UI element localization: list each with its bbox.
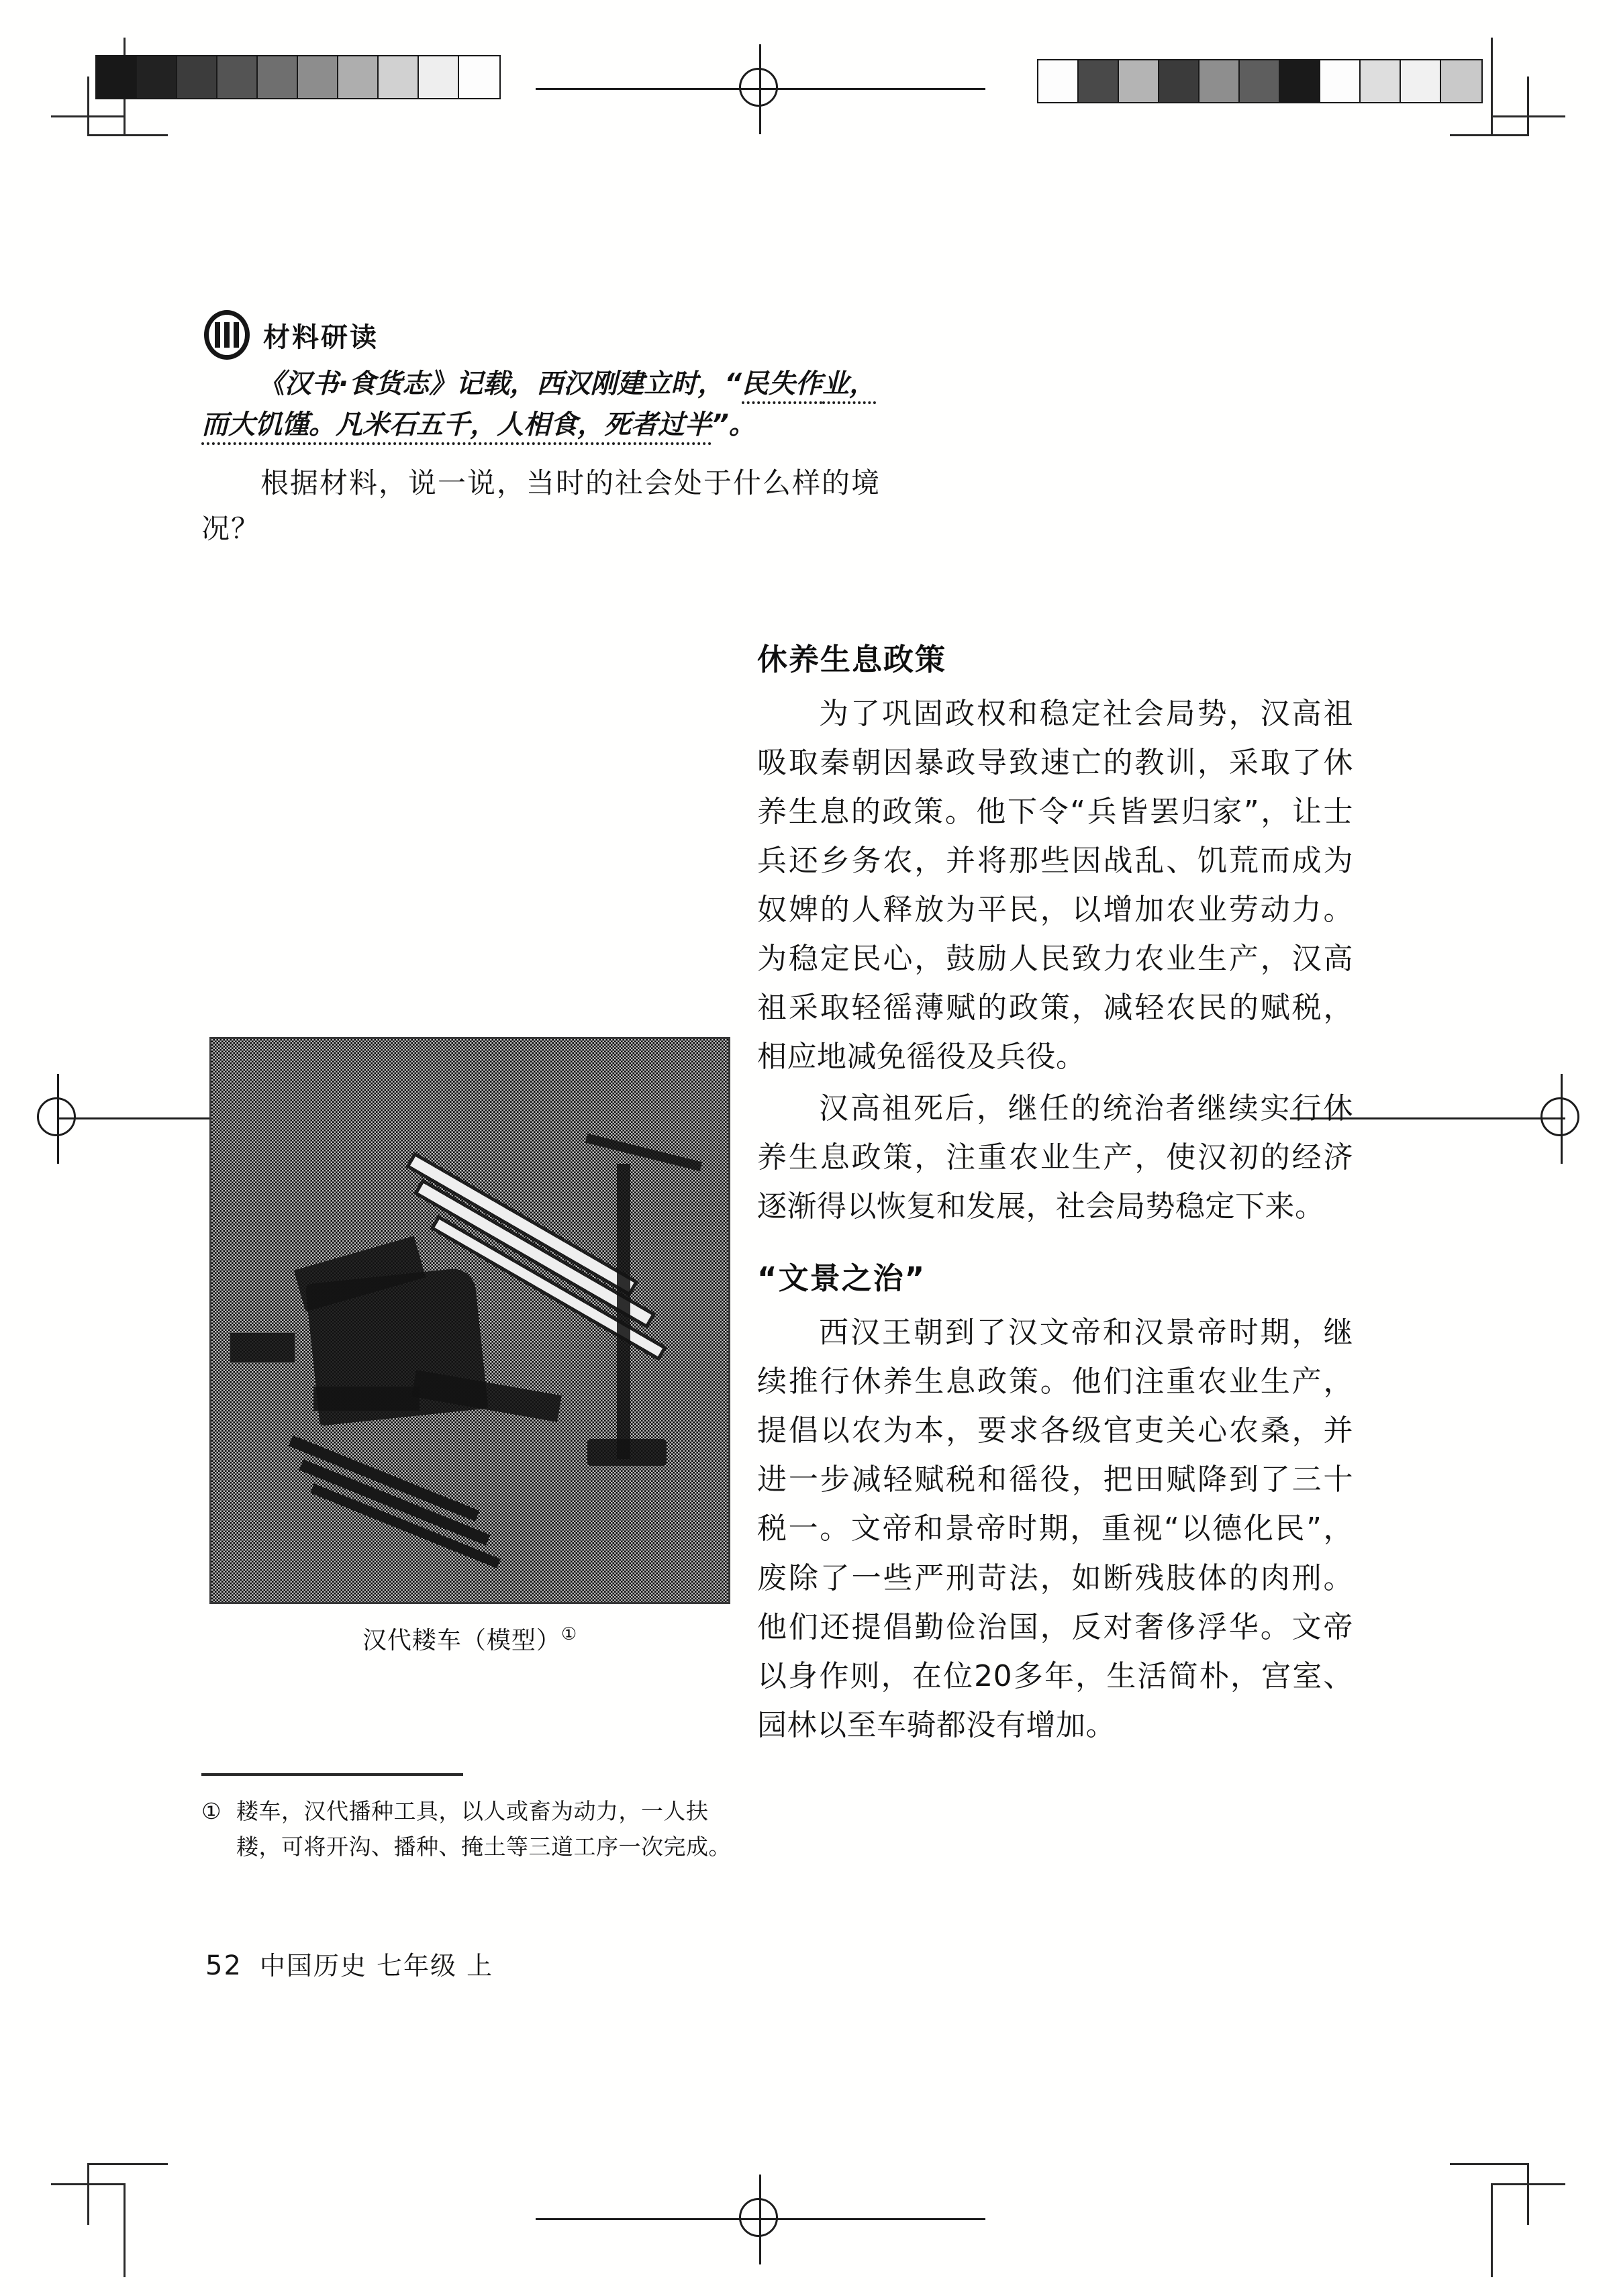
footnote-marker: ① xyxy=(201,1798,222,1824)
footnote-block xyxy=(201,1773,732,1865)
material-study-question: 根据材料，说一说，当时的社会处于什么样的境况？ xyxy=(201,466,881,545)
paragraph-3: 西汉王朝到了汉文帝和汉景帝时期，继续推行休养生息政策。他们注重农业生产，提倡以农为本，要求各级官吏关心农桑，并进一步减轻赋税和徭役，把田赋降到了三十税一。文帝和景帝时期，重视“以德化民”，废除了一些严刑苛法，如断残肢体的肉刑。他们还提倡勤俭治国，反对奢侈浮华。文帝以身作则，在位20多年，生活简朴，宫室、园林以至车骑都没有增加。 xyxy=(757,1315,1353,1742)
material-study-header xyxy=(201,310,899,360)
section-heading-xiuyangshengxi: 休养生息政策 xyxy=(757,642,947,677)
quote-lead-text: 《汉书·食货志》记载，西汉刚建立时， xyxy=(258,368,725,399)
figure-caption xyxy=(209,1621,730,1656)
page-footer xyxy=(205,1945,493,1982)
quote-emphasis-part-2: 业，而大饥馑。凡米石五千，人相食，死者过半 xyxy=(201,368,876,445)
footnote-entry xyxy=(201,1793,732,1865)
bamboo-slips-icon xyxy=(201,309,252,361)
paragraph-2: 汉高祖死后，继任的统治者继续实行休养生息政策，注重农业生产，使汉初的经济逐渐得以恢复和发展，社会局势稳定下来。 xyxy=(757,1091,1353,1224)
page-number: 52 xyxy=(205,1950,242,1981)
section-heading-wenjingzhizhi: “文景之治” xyxy=(757,1260,926,1297)
figure-caption-text: 汉代耧车（模型） xyxy=(362,1627,561,1654)
material-study-title: 材料研读 xyxy=(263,321,379,353)
footnote-divider xyxy=(201,1773,463,1776)
paragraph-1: 为了巩固政权和稳定社会局势，汉高祖吸取秦朝因暴政导致速亡的教训，采取了休养生息的政策。他下令“兵皆罢归家”，让士兵还乡务农，并将那些因战乱、饥荒而成为奴婢的人释放为平民，以增加农业劳动力。为稳定民心，鼓励人民致力农业生产，汉高祖采取轻徭薄赋的政策，减轻农民的赋税，相应地减免徭役及兵役。 xyxy=(757,697,1353,1075)
material-study-block xyxy=(201,310,899,552)
quote-emphasis-part-1: 民失作 xyxy=(742,368,822,404)
han-dynasty-seed-drill-model-photo xyxy=(209,1037,730,1604)
figure-seed-drill xyxy=(209,1037,730,1656)
figure-caption-marker: ① xyxy=(560,1624,578,1644)
quote-open-mark: “ xyxy=(724,368,742,399)
body-text-column xyxy=(757,635,1353,1750)
footnote-text: 耧车，汉代播种工具，以人或畜为动力，一人扶耧，可将开沟、播种、掩土等三道工序一次完成。 xyxy=(236,1798,731,1860)
material-study-quote xyxy=(201,364,899,446)
quote-close-mark: ”。 xyxy=(712,409,756,440)
book-title-footer: 中国历史 七年级 上 xyxy=(259,1951,494,1981)
